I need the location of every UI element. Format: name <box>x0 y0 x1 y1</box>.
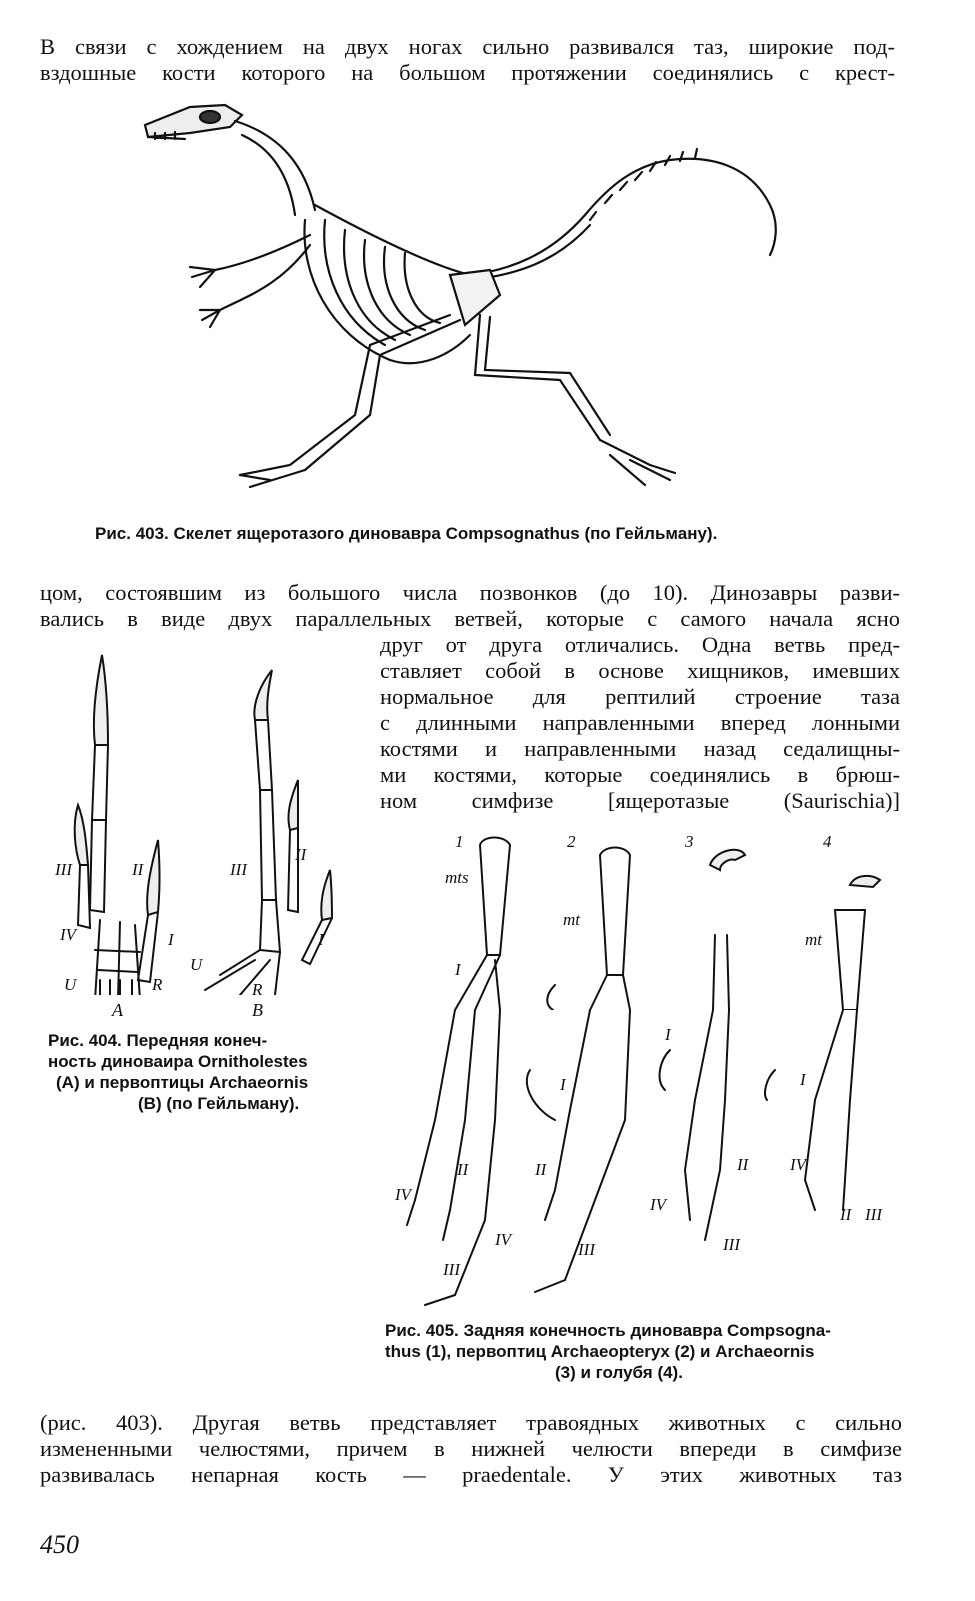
fig404-panel-label-b: B <box>252 1000 263 1020</box>
fig405-2-label-mt: mt <box>563 910 580 929</box>
fig405-2-label-iv: IV <box>495 1230 512 1249</box>
fig405-2-label-ii: II <box>535 1160 547 1179</box>
fig404-b-label-i: I <box>318 930 324 949</box>
figure-403-caption: Рис. 403. Скелет ящеротазого диноваврa Compsognathus (по Гейльману). <box>95 524 718 543</box>
fig404-a-label-r: R <box>152 975 163 994</box>
text-line: (рис. 403). Другая ветвь представляет травоядных животных с сильно <box>40 1410 902 1435</box>
hindlimb-toe-drawings <box>395 1010 915 1310</box>
text-line: ми костями, которые соединялись в брюш- <box>380 762 900 787</box>
fig405-3-label-ii: II <box>737 1155 749 1174</box>
fig404-a-label-iv: IV <box>60 925 77 944</box>
fig404-a-label-iii: III <box>55 860 72 879</box>
text-line: измененными челюстями, причем в нижней челюсти впереди в симфизе <box>40 1436 902 1461</box>
fig404-a-label-i: I <box>168 930 174 949</box>
text-line: ном симфизе [ящеротазые (Saurischia)] <box>380 788 900 813</box>
fig404-a-label-u: U <box>64 975 77 994</box>
text-line: вздошные кости которого на большом протяжении соединялись с крест- <box>40 60 895 85</box>
fig405-panel-3: 3 <box>685 832 694 851</box>
fig404-panel-label-a: A <box>112 1000 123 1020</box>
fig405-panel-1: 1 <box>455 832 464 851</box>
page-number: 450 <box>40 1530 79 1559</box>
fig404-b-label-u: U <box>190 955 203 974</box>
fig405-panel-4: 4 <box>823 832 832 851</box>
fig405-2-label-iii: III <box>578 1240 595 1259</box>
fig405-1-label-i: I <box>455 960 461 979</box>
fig404-b-label-ii: II <box>295 845 307 864</box>
fig405-1-label-iv: IV <box>395 1185 412 1204</box>
fig405-1-label-iii: III <box>443 1260 460 1279</box>
fig405-4-label-mt: mt <box>805 930 822 949</box>
text-line: нормальное для рептилий строение таза <box>380 684 900 709</box>
fig405-3-label-iv: IV <box>650 1195 667 1214</box>
text-line: В связи с хождением на двух ногах сильно развивался таз, широкие под- <box>40 34 895 59</box>
fig405-3-label-iii: III <box>723 1235 740 1254</box>
text-line: костями и направленными назад седалищны- <box>380 736 900 761</box>
fig405-4-label-iv: IV <box>790 1155 807 1174</box>
figure-404-forelimbs <box>40 650 370 995</box>
fig405-1-label-ii: II <box>457 1160 469 1179</box>
text-line: друг от друга отличались. Одна ветвь пред- <box>380 632 900 657</box>
compsognathus-skeleton-drawing <box>130 95 790 505</box>
fig405-4-label-i: I <box>800 1070 806 1089</box>
fig405-1-label-mts: mts <box>445 868 469 887</box>
bottom-paragraph <box>40 1410 902 1488</box>
text-line: цом, состоявшим из большого числа позвонков (до 10). Динозавры разви- <box>40 580 900 605</box>
fig404-b-label-iii: III <box>230 860 247 879</box>
text-line: ставляет собой в основе хищников, имевших <box>380 658 900 683</box>
text-line: развивалась непарная кость — praedentale. У этих животных таз <box>40 1462 902 1487</box>
figure-405-hindlimbs-detail <box>395 1010 915 1310</box>
figure-405-caption: Рис. 405. Задняя конечность диноваврa Compsogna- thus (1), первоптиц Archaeopteryx (2) и Archaeornis (3) и голубя (4). <box>385 1321 831 1382</box>
hindlimb-drawings <box>395 825 915 1010</box>
figure-403-skeleton <box>130 95 790 505</box>
fig404-b-label-r: R <box>252 980 263 995</box>
fig405-3-label-i: I <box>665 1025 671 1044</box>
top-paragraph <box>40 34 895 86</box>
figure-404-caption: Рис. 404. Передняя конеч- ность диноваира Ornitholestes (A) и первоптицы Archaeornis (B) (по Гейльману). <box>48 1031 309 1113</box>
fig405-panel-2: 2 <box>567 832 576 851</box>
forelimb-drawings <box>40 650 370 995</box>
fig405-4-label-iii: III <box>865 1205 882 1224</box>
fig405-2-label-i: I <box>560 1075 566 1094</box>
fig404-a-label-ii: II <box>132 860 144 879</box>
middle-paragraph-top <box>40 580 900 632</box>
figure-405-hindlimbs <box>395 825 915 1010</box>
text-line: вались в виде двух параллельных ветвей, которые с самого начала ясно <box>40 606 900 631</box>
text-line: с длинными направленными вперед лонными <box>380 710 900 735</box>
fig405-4-label-ii: II <box>840 1205 852 1224</box>
middle-paragraph-right-column <box>380 632 900 814</box>
